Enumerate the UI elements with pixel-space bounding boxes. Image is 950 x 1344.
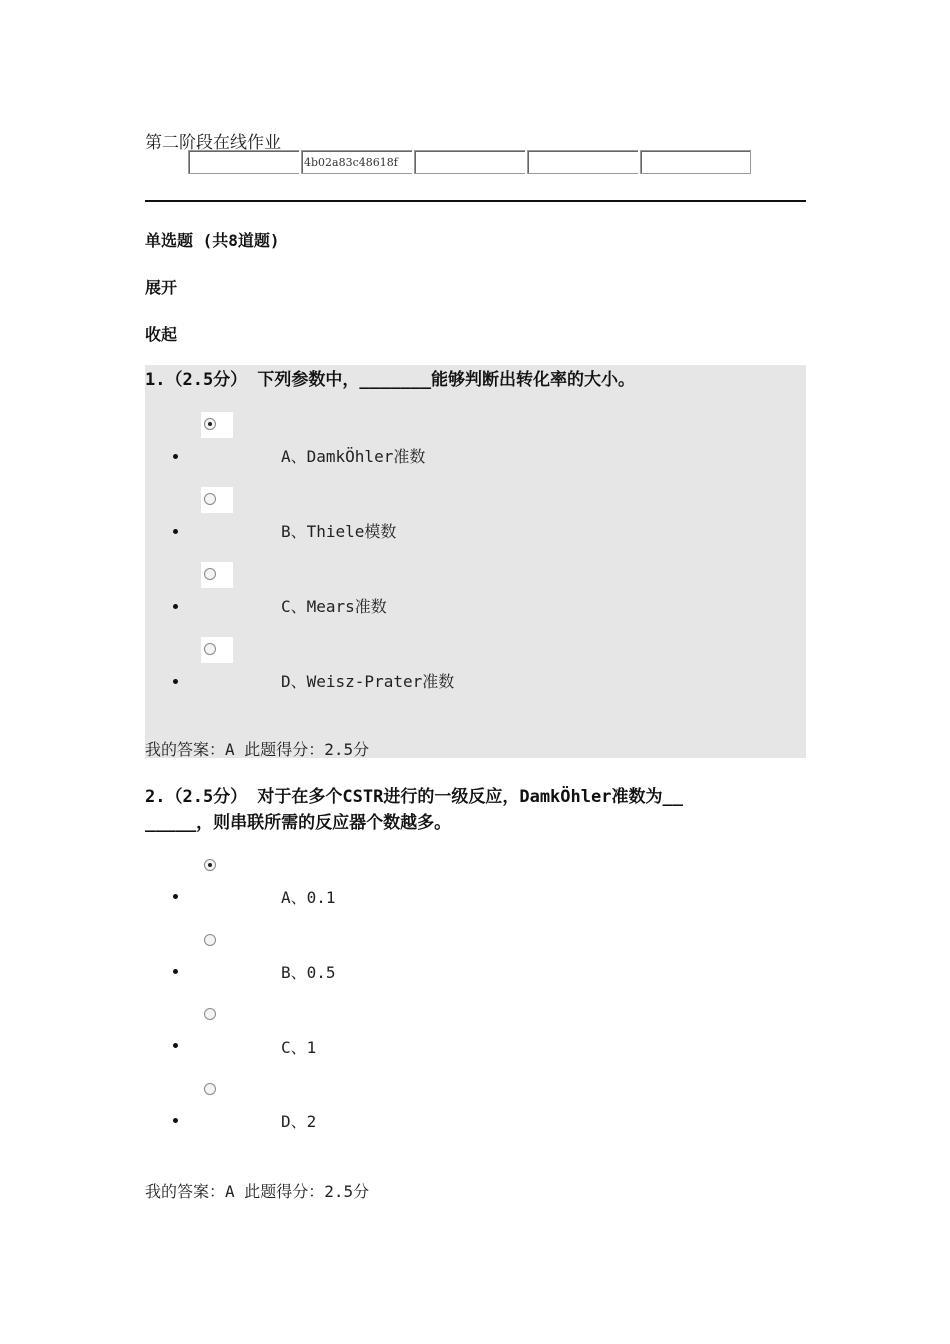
question-text-line1: 2.（2.5分） 对于在多个CSTR进行的一级反应，DamkÖhler准数为__ — [145, 787, 683, 807]
option-b-label: B、0.5 — [281, 963, 336, 982]
section-heading: 单选题 (共8道题) — [145, 231, 280, 250]
info-cell-id: 4b02a83c48618f — [301, 150, 412, 174]
radio-icon — [204, 493, 216, 505]
option-d-radio[interactable] — [201, 637, 233, 663]
radio-icon — [204, 643, 216, 655]
page-title: 第二阶段在线作业 — [145, 133, 281, 153]
question-1 — [145, 365, 806, 758]
radio-checked-icon — [204, 859, 216, 871]
divider — [145, 200, 806, 202]
info-cell — [640, 150, 751, 174]
option-a-radio[interactable] — [201, 412, 233, 438]
bullet-icon — [173, 604, 178, 609]
option-c-label: C、Mears准数 — [281, 597, 387, 616]
bullet-icon — [173, 454, 178, 459]
radio-icon — [204, 1083, 216, 1095]
question-text-line2: _____，则串联所需的反应器个数越多。 — [145, 813, 452, 833]
option-c-radio[interactable] — [201, 1002, 233, 1028]
option-b-label: B、Thiele模数 — [281, 522, 397, 541]
option-b-radio[interactable] — [201, 487, 233, 513]
radio-checked-icon — [204, 418, 216, 430]
bullet-icon — [173, 1118, 178, 1123]
option-a-radio[interactable] — [201, 853, 233, 879]
radio-icon — [204, 934, 216, 946]
info-cell — [414, 150, 525, 174]
bullet-icon — [173, 529, 178, 534]
option-a-label: A、DamkÖhler准数 — [281, 447, 426, 466]
bullet-icon — [173, 894, 178, 899]
radio-icon — [204, 1008, 216, 1020]
bullet-icon — [173, 1043, 178, 1048]
question-text: 1.（2.5分） 下列参数中，_______能够判断出转化率的大小。 — [145, 370, 636, 390]
expand-link[interactable]: 展开 — [145, 278, 178, 297]
bullet-icon — [173, 969, 178, 974]
option-c-label: C、1 — [281, 1038, 317, 1057]
info-cell — [527, 150, 638, 174]
option-d-radio[interactable] — [201, 1077, 233, 1103]
question-2 — [145, 784, 806, 1204]
info-row — [188, 150, 753, 174]
info-cell — [188, 150, 299, 174]
answer-text: 我的答案：A 此题得分：2.5分 — [145, 1182, 370, 1201]
option-d-label: D、2 — [281, 1112, 317, 1131]
bullet-icon — [173, 679, 178, 684]
collapse-link[interactable]: 收起 — [145, 325, 178, 344]
radio-icon — [204, 568, 216, 580]
option-a-label: A、0.1 — [281, 888, 336, 907]
option-d-label: D、Weisz-Prater准数 — [281, 672, 455, 691]
option-c-radio[interactable] — [201, 562, 233, 588]
answer-text: 我的答案：A 此题得分：2.5分 — [145, 740, 370, 759]
option-b-radio[interactable] — [201, 928, 233, 954]
